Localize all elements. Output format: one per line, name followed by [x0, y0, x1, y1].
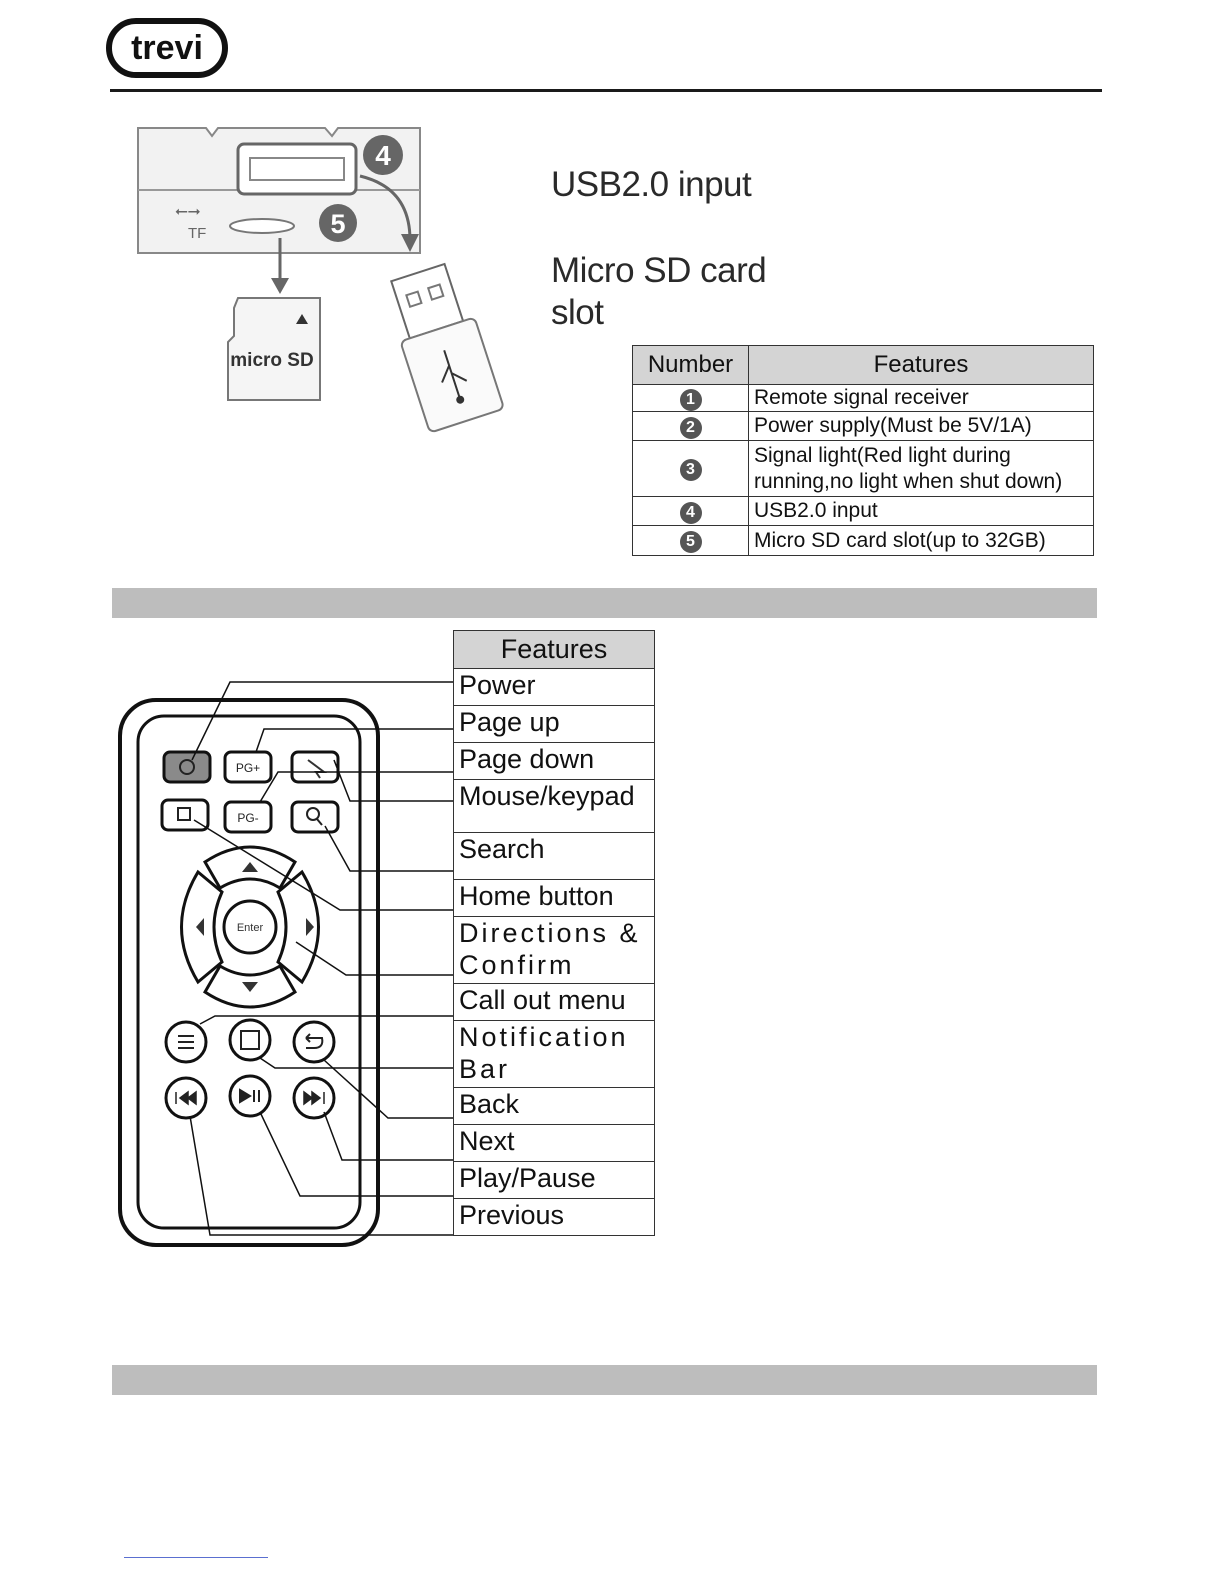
table-row [454, 669, 655, 706]
mouse-keypad-button [292, 752, 338, 782]
back-button [294, 1022, 334, 1062]
feature-cell: Mouse/keypad [454, 780, 655, 833]
feature-cell: Next [454, 1125, 655, 1162]
table-row [454, 1088, 655, 1125]
usb-input-label: USB2.0 input [551, 165, 752, 204]
table-row [454, 1021, 655, 1088]
number-badge: 4 [680, 502, 702, 524]
table-row [633, 497, 1094, 526]
logo-text: trevi [131, 29, 203, 67]
tf-label: TF [188, 225, 207, 242]
table-row [454, 706, 655, 743]
usb-symbol-icon: ⭠⭢ [175, 203, 201, 220]
feature-cell: Call out menu [454, 984, 655, 1021]
number-badge: 1 [680, 389, 702, 411]
feature-cell: Notification Bar [454, 1021, 655, 1088]
feature-cell: Power supply(Must be 5V/1A) [749, 412, 1094, 441]
number-badge: 2 [680, 417, 702, 439]
ports-illustration [120, 118, 540, 438]
micro-sd-logo: micro SD [230, 350, 314, 371]
header-features: Features [749, 346, 1094, 385]
feature-cell: Signal light(Red light during running,no light when shut down) [749, 441, 1094, 497]
table-row [454, 984, 655, 1021]
feature-cell: Back [454, 1088, 655, 1125]
feature-cell: Search [454, 833, 655, 880]
table-row [454, 833, 655, 880]
feature-cell: Previous [454, 1199, 655, 1236]
feature-cell: Page down [454, 743, 655, 780]
table-row [454, 880, 655, 917]
section-bar [112, 588, 1097, 618]
number-badge: 5 [680, 531, 702, 553]
table-row [454, 1125, 655, 1162]
header-features: Features [454, 631, 655, 669]
number-badge: 3 [680, 459, 702, 481]
section-bar [112, 1365, 1097, 1395]
table-row [633, 441, 1094, 497]
header-number: Number [633, 346, 749, 385]
enter-label: Enter [236, 922, 264, 934]
power-button [164, 752, 210, 782]
feature-cell: Directions & Confirm [454, 917, 655, 984]
trevi-logo [106, 18, 228, 78]
table-row [633, 412, 1094, 441]
pg-minus-label: PG- [237, 811, 259, 825]
feature-cell: Page up [454, 706, 655, 743]
feature-cell: Micro SD card slot(up to 32GB) [749, 526, 1094, 556]
pg-plus-label: PG+ [235, 761, 261, 775]
feature-cell: USB2.0 input [749, 497, 1094, 526]
feature-cell: Home button [454, 880, 655, 917]
notification-button [230, 1020, 270, 1060]
table-row [454, 743, 655, 780]
micro-sd-label: Micro SD card slot [551, 251, 767, 332]
search-button [292, 802, 338, 832]
table-row [454, 1199, 655, 1236]
badge-5: 5 [330, 209, 346, 239]
header-divider [110, 89, 1102, 92]
table-row [454, 1162, 655, 1199]
badge-4: 4 [375, 140, 391, 171]
ports-features-table [632, 345, 1094, 556]
footer-link-underline[interactable] [124, 1557, 268, 1558]
table-row [633, 385, 1094, 412]
table-row [454, 917, 655, 984]
feature-cell: Play/Pause [454, 1162, 655, 1199]
table-row [633, 526, 1094, 556]
table-row [454, 780, 655, 833]
feature-cell: Power [454, 669, 655, 706]
feature-cell: Remote signal receiver [749, 385, 1094, 412]
remote-features-table [453, 630, 655, 1236]
home-button [162, 800, 208, 830]
